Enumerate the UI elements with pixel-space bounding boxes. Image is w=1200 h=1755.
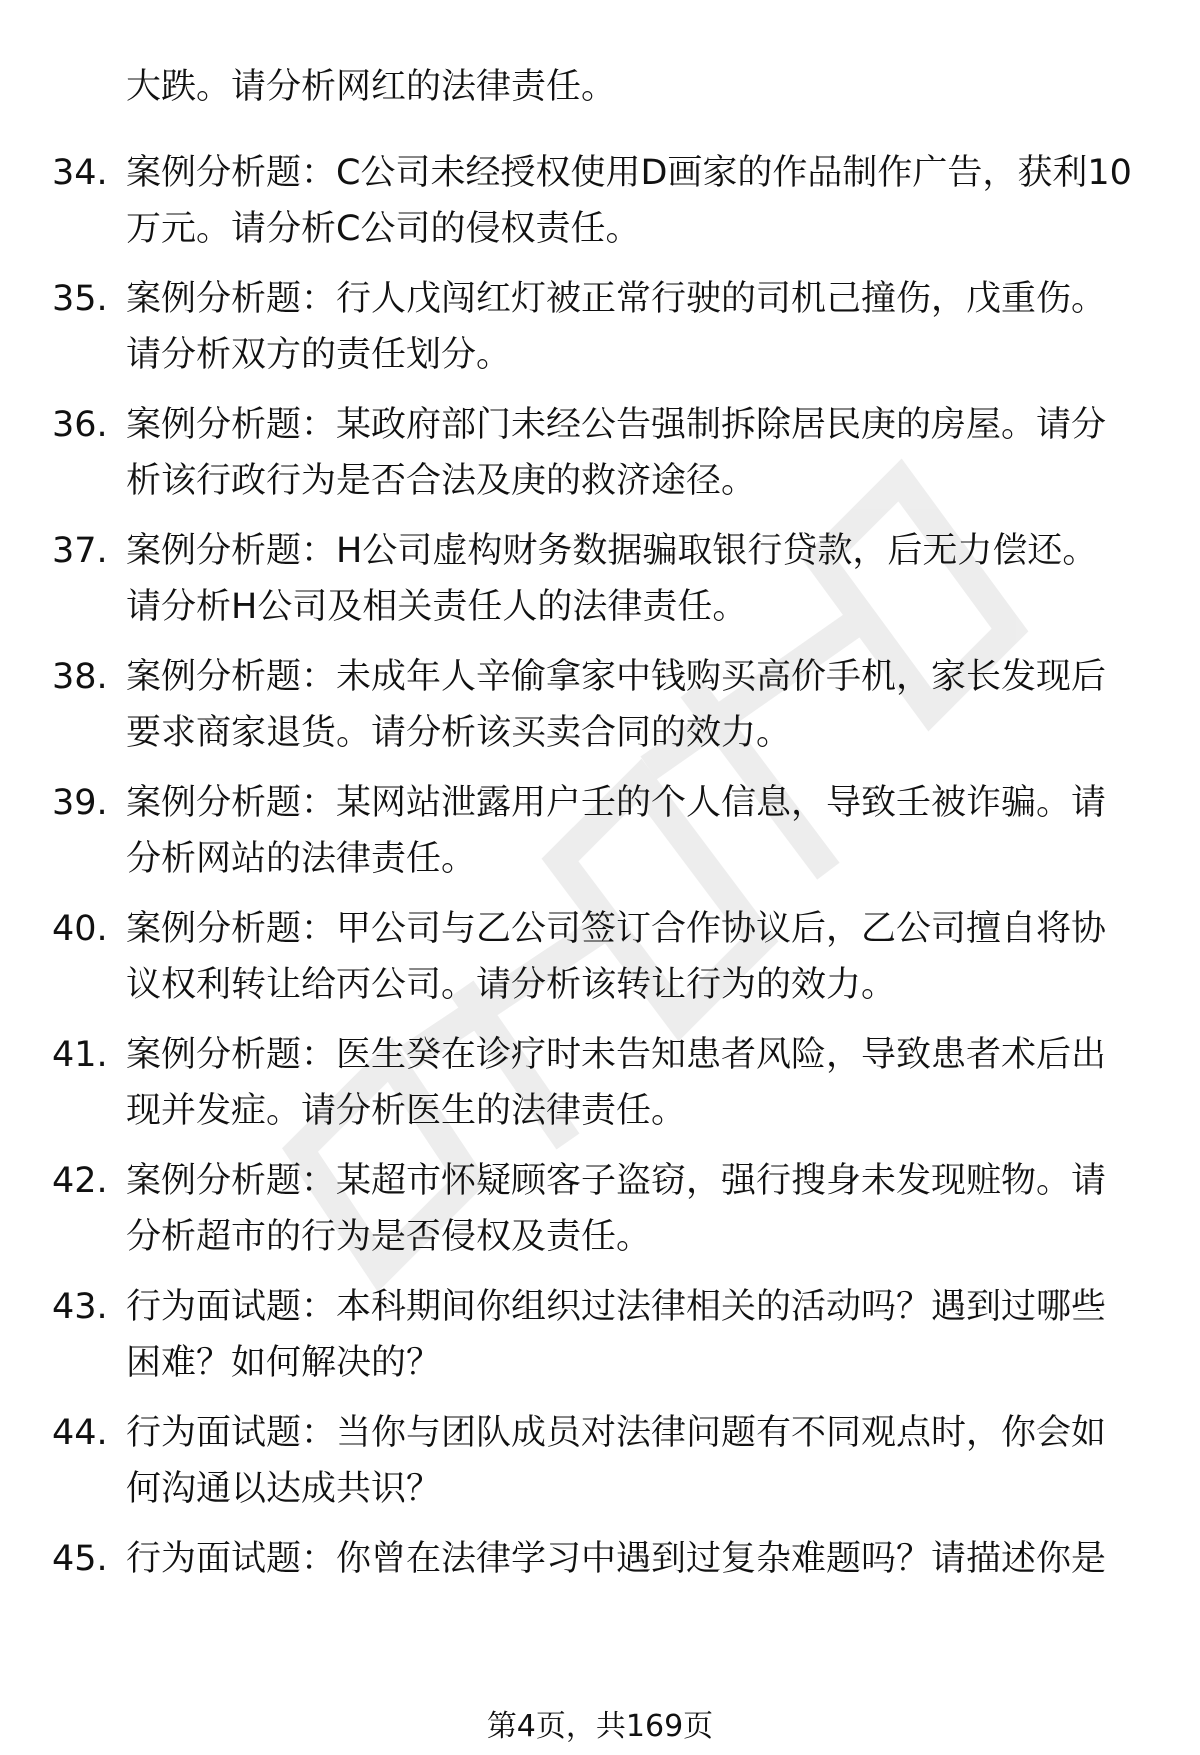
question-item xyxy=(0,1153,1200,1279)
question-line: 案例分析题：某网站泄露用户壬的个人信息，导致壬被诈骗。请 xyxy=(126,783,1107,823)
question-text xyxy=(126,1279,1166,1391)
question-text xyxy=(126,775,1166,887)
question-number: 40. xyxy=(52,909,108,949)
question-item xyxy=(0,649,1200,775)
question-number: 39. xyxy=(52,783,108,823)
question-item xyxy=(0,1531,1200,1657)
question-text xyxy=(126,271,1166,383)
question-line: 困难？如何解决的？ xyxy=(126,1343,442,1383)
question-text xyxy=(126,1405,1166,1517)
question-number: 36. xyxy=(52,405,108,445)
question-number: 44. xyxy=(52,1413,108,1453)
question-number: 42. xyxy=(52,1161,108,1201)
question-line: 案例分析题：H公司虚构财务数据骗取银行贷款，后无力偿还。 xyxy=(126,531,1098,571)
question-item xyxy=(0,145,1200,271)
question-list xyxy=(0,145,1200,1657)
question-line: 议权利转让给丙公司。请分析该转让行为的效力。 xyxy=(126,965,897,1005)
question-text xyxy=(126,397,1166,509)
question-text xyxy=(126,1153,1166,1265)
question-item xyxy=(0,397,1200,523)
question-number: 35. xyxy=(52,279,108,319)
question-item xyxy=(0,1405,1200,1531)
question-line: 案例分析题：甲公司与乙公司签订合作协议后，乙公司擅自将协 xyxy=(126,909,1107,949)
question-line: 分析网站的法律责任。 xyxy=(126,839,477,879)
question-number: 41. xyxy=(52,1035,108,1075)
question-number: 45. xyxy=(52,1539,108,1579)
question-line: 万元。请分析C公司的侵权责任。 xyxy=(126,209,641,249)
question-line: 行为面试题：本科期间你组织过法律相关的活动吗？遇到过哪些 xyxy=(126,1287,1107,1327)
question-item xyxy=(0,523,1200,649)
question-number: 38. xyxy=(52,657,108,697)
question-number: 37. xyxy=(52,531,108,571)
question-line: 析该行政行为是否合法及庚的救济途径。 xyxy=(126,461,757,501)
question-text xyxy=(126,649,1166,761)
question-text xyxy=(126,1531,1166,1587)
page-footer: 第4页，共169页 xyxy=(486,1709,714,1744)
question-item xyxy=(0,775,1200,901)
question-text xyxy=(126,1027,1166,1139)
question-item xyxy=(0,1279,1200,1405)
question-line: 现并发症。请分析医生的法律责任。 xyxy=(126,1091,687,1131)
question-line: 案例分析题：未成年人辛偷拿家中钱购买高价手机，家长发现后 xyxy=(126,657,1107,697)
question-item xyxy=(0,901,1200,1027)
question-line: 请分析H公司及相关责任人的法律责任。 xyxy=(126,587,748,627)
question-item xyxy=(0,1027,1200,1153)
question-line: 分析超市的行为是否侵权及责任。 xyxy=(126,1217,652,1257)
question-line: 何沟通以达成共识？ xyxy=(126,1469,442,1509)
continuation-text: 大跌。请分析网红的法律责任。 xyxy=(126,67,617,107)
question-line: 案例分析题：行人戊闯红灯被正常行驶的司机己撞伤，戊重伤。 xyxy=(126,279,1107,319)
question-number: 34. xyxy=(52,153,108,193)
question-line: 案例分析题：C公司未经授权使用D画家的作品制作广告，获利10 xyxy=(126,153,1132,193)
question-text xyxy=(126,145,1166,257)
question-text xyxy=(126,901,1166,1013)
question-line: 要求商家退货。请分析该买卖合同的效力。 xyxy=(126,713,792,753)
question-line: 行为面试题：当你与团队成员对法律问题有不同观点时，你会如 xyxy=(126,1413,1107,1453)
question-item xyxy=(0,271,1200,397)
question-line: 案例分析题：某超市怀疑顾客子盗窃，强行搜身未发现赃物。请 xyxy=(126,1161,1107,1201)
question-line: 请分析双方的责任划分。 xyxy=(126,335,512,375)
question-line: 行为面试题：你曾在法律学习中遇到过复杂难题吗？请描述你是 xyxy=(126,1539,1107,1579)
question-number: 43. xyxy=(52,1287,108,1327)
question-text xyxy=(126,523,1166,635)
question-line: 案例分析题：医生癸在诊疗时未告知患者风险，导致患者术后出 xyxy=(126,1035,1107,1075)
question-line: 案例分析题：某政府部门未经公告强制拆除居民庚的房屋。请分 xyxy=(126,405,1107,445)
